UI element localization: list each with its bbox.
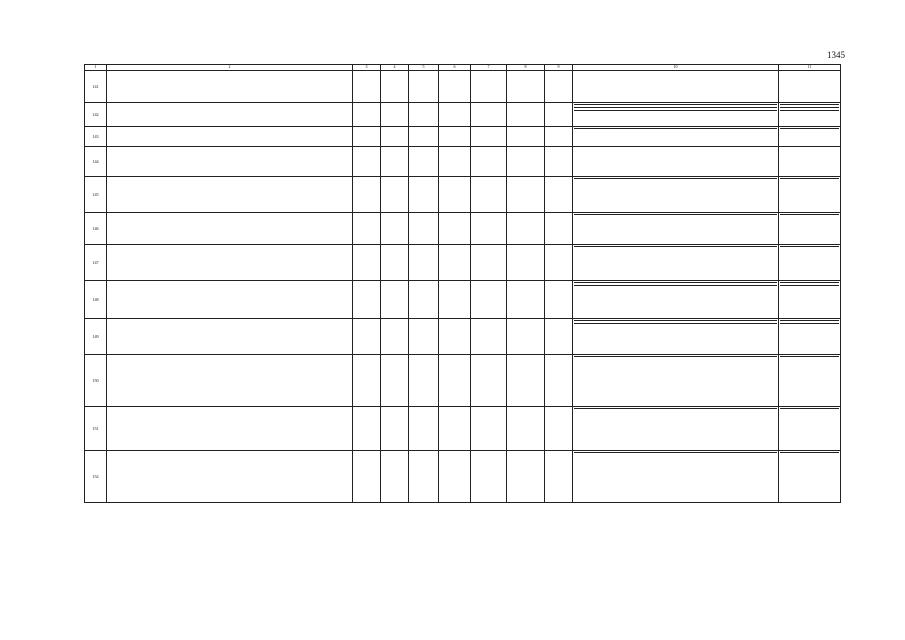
table-row	[85, 407, 841, 451]
period-cell	[779, 281, 841, 319]
status-cell	[507, 319, 545, 355]
entrances-cell	[439, 177, 471, 213]
table-row	[85, 213, 841, 245]
apartments-cell	[545, 451, 573, 503]
wall-material-cell	[471, 281, 507, 319]
table-row	[85, 245, 841, 281]
work-item	[574, 323, 777, 325]
works-cell	[573, 355, 779, 407]
address-cell	[107, 281, 353, 319]
table-row	[85, 103, 841, 127]
works-cell	[573, 177, 779, 213]
wall-material-cell	[471, 245, 507, 281]
work-period	[780, 178, 839, 180]
period-cell	[779, 103, 841, 127]
address-cell	[107, 127, 353, 147]
building-register-table	[84, 64, 841, 503]
works-cell	[573, 245, 779, 281]
entrances-cell	[439, 71, 471, 103]
floors-cell	[409, 281, 439, 319]
entrances-cell	[439, 245, 471, 281]
status-cell	[507, 103, 545, 127]
address-cell	[107, 177, 353, 213]
apartments-cell	[545, 127, 573, 147]
apartments-cell	[545, 147, 573, 177]
work-item	[574, 408, 777, 410]
row-number: 149	[85, 319, 107, 355]
year-cell	[381, 177, 409, 213]
year-cell	[381, 451, 409, 503]
period-cell	[779, 177, 841, 213]
column-header-2: 2	[107, 65, 353, 71]
work-item	[574, 285, 777, 287]
wall-material-cell	[471, 177, 507, 213]
column-header-5: 5	[409, 65, 439, 71]
wall-material-cell	[471, 319, 507, 355]
work-period	[780, 104, 839, 106]
column-header-3: 3	[353, 65, 381, 71]
period-cell	[779, 451, 841, 503]
wall-material-cell	[471, 147, 507, 177]
address-cell	[107, 451, 353, 503]
work-period	[780, 282, 839, 284]
area-cell	[353, 407, 381, 451]
works-cell	[573, 103, 779, 127]
apartments-cell	[545, 281, 573, 319]
entrances-cell	[439, 281, 471, 319]
year-cell	[381, 213, 409, 245]
row-number: 147	[85, 245, 107, 281]
year-cell	[381, 71, 409, 103]
address-cell	[107, 245, 353, 281]
floors-cell	[409, 147, 439, 177]
status-cell	[507, 213, 545, 245]
period-cell	[779, 71, 841, 103]
work-period	[780, 408, 839, 410]
page-number: 1345	[827, 50, 845, 60]
register-body	[85, 71, 841, 503]
status-cell	[507, 147, 545, 177]
period-cell	[779, 147, 841, 177]
status-cell	[507, 177, 545, 213]
wall-material-cell	[471, 355, 507, 407]
work-item	[574, 246, 777, 248]
work-item	[574, 320, 777, 322]
address-cell	[107, 213, 353, 245]
period-cell	[779, 319, 841, 355]
year-cell	[381, 245, 409, 281]
entrances-cell	[439, 127, 471, 147]
row-number: 148	[85, 281, 107, 319]
floors-cell	[409, 355, 439, 407]
work-item	[574, 107, 777, 109]
period-cell	[779, 355, 841, 407]
address-cell	[107, 147, 353, 177]
apartments-cell	[545, 71, 573, 103]
work-item	[574, 128, 777, 130]
apartments-cell	[545, 319, 573, 355]
entrances-cell	[439, 319, 471, 355]
wall-material-cell	[471, 451, 507, 503]
year-cell	[381, 147, 409, 177]
year-cell	[381, 319, 409, 355]
address-cell	[107, 407, 353, 451]
apartments-cell	[545, 103, 573, 127]
area-cell	[353, 103, 381, 127]
status-cell	[507, 281, 545, 319]
work-period	[780, 285, 839, 287]
area-cell	[353, 177, 381, 213]
area-cell	[353, 281, 381, 319]
floors-cell	[409, 451, 439, 503]
status-cell	[507, 451, 545, 503]
row-number: 141	[85, 71, 107, 103]
floors-cell	[409, 213, 439, 245]
area-cell	[353, 319, 381, 355]
work-item	[574, 452, 777, 454]
status-cell	[507, 355, 545, 407]
period-cell	[779, 213, 841, 245]
work-period	[780, 320, 839, 322]
column-header-11: 11	[779, 65, 841, 71]
column-header-7: 7	[471, 65, 507, 71]
row-number: 146	[85, 213, 107, 245]
floors-cell	[409, 177, 439, 213]
apartments-cell	[545, 245, 573, 281]
row-number: 151	[85, 407, 107, 451]
status-cell	[507, 127, 545, 147]
period-cell	[779, 407, 841, 451]
floors-cell	[409, 407, 439, 451]
status-cell	[507, 71, 545, 103]
floors-cell	[409, 245, 439, 281]
column-header-8: 8	[507, 65, 545, 71]
apartments-cell	[545, 407, 573, 451]
works-cell	[573, 319, 779, 355]
works-cell	[573, 71, 779, 103]
wall-material-cell	[471, 213, 507, 245]
area-cell	[353, 245, 381, 281]
entrances-cell	[439, 451, 471, 503]
address-cell	[107, 103, 353, 127]
work-period	[780, 246, 839, 248]
work-period	[780, 323, 839, 325]
column-header-6: 6	[439, 65, 471, 71]
work-period	[780, 128, 839, 130]
table-row	[85, 127, 841, 147]
work-period	[780, 107, 839, 109]
entrances-cell	[439, 103, 471, 127]
table-row	[85, 71, 841, 103]
wall-material-cell	[471, 103, 507, 127]
address-cell	[107, 71, 353, 103]
row-number: 144	[85, 147, 107, 177]
column-header-10: 10	[573, 65, 779, 71]
work-item	[574, 214, 777, 216]
period-cell	[779, 245, 841, 281]
column-header-4: 4	[381, 65, 409, 71]
floors-cell	[409, 103, 439, 127]
work-item	[574, 356, 777, 358]
works-cell	[573, 281, 779, 319]
floors-cell	[409, 127, 439, 147]
area-cell	[353, 147, 381, 177]
wall-material-cell	[471, 127, 507, 147]
period-cell	[779, 127, 841, 147]
address-cell	[107, 319, 353, 355]
year-cell	[381, 281, 409, 319]
area-cell	[353, 127, 381, 147]
entrances-cell	[439, 213, 471, 245]
table-row	[85, 451, 841, 503]
works-cell	[573, 213, 779, 245]
area-cell	[353, 71, 381, 103]
area-cell	[353, 355, 381, 407]
row-number: 142	[85, 103, 107, 127]
works-cell	[573, 451, 779, 503]
year-cell	[381, 355, 409, 407]
row-number: 145	[85, 177, 107, 213]
table-row	[85, 147, 841, 177]
area-cell	[353, 213, 381, 245]
works-cell	[573, 147, 779, 177]
year-cell	[381, 127, 409, 147]
table-row	[85, 355, 841, 407]
entrances-cell	[439, 147, 471, 177]
works-cell	[573, 127, 779, 147]
table-row	[85, 319, 841, 355]
floors-cell	[409, 319, 439, 355]
work-item	[574, 104, 777, 106]
wall-material-cell	[471, 71, 507, 103]
row-number: 150	[85, 355, 107, 407]
work-period	[780, 110, 839, 112]
status-cell	[507, 245, 545, 281]
area-cell	[353, 451, 381, 503]
apartments-cell	[545, 355, 573, 407]
apartments-cell	[545, 177, 573, 213]
apartments-cell	[545, 213, 573, 245]
column-header-9: 9	[545, 65, 573, 71]
row-number: 152	[85, 451, 107, 503]
wall-material-cell	[471, 407, 507, 451]
work-period	[780, 452, 839, 454]
status-cell	[507, 407, 545, 451]
work-period	[780, 356, 839, 358]
row-number: 143	[85, 127, 107, 147]
works-cell	[573, 407, 779, 451]
work-item	[574, 178, 777, 180]
floors-cell	[409, 71, 439, 103]
year-cell	[381, 407, 409, 451]
entrances-cell	[439, 355, 471, 407]
work-item	[574, 110, 777, 112]
work-period	[780, 214, 839, 216]
work-item	[574, 282, 777, 284]
table-row	[85, 177, 841, 213]
table-row	[85, 281, 841, 319]
address-cell	[107, 355, 353, 407]
year-cell	[381, 103, 409, 127]
column-header-1: 1	[85, 65, 107, 71]
entrances-cell	[439, 407, 471, 451]
